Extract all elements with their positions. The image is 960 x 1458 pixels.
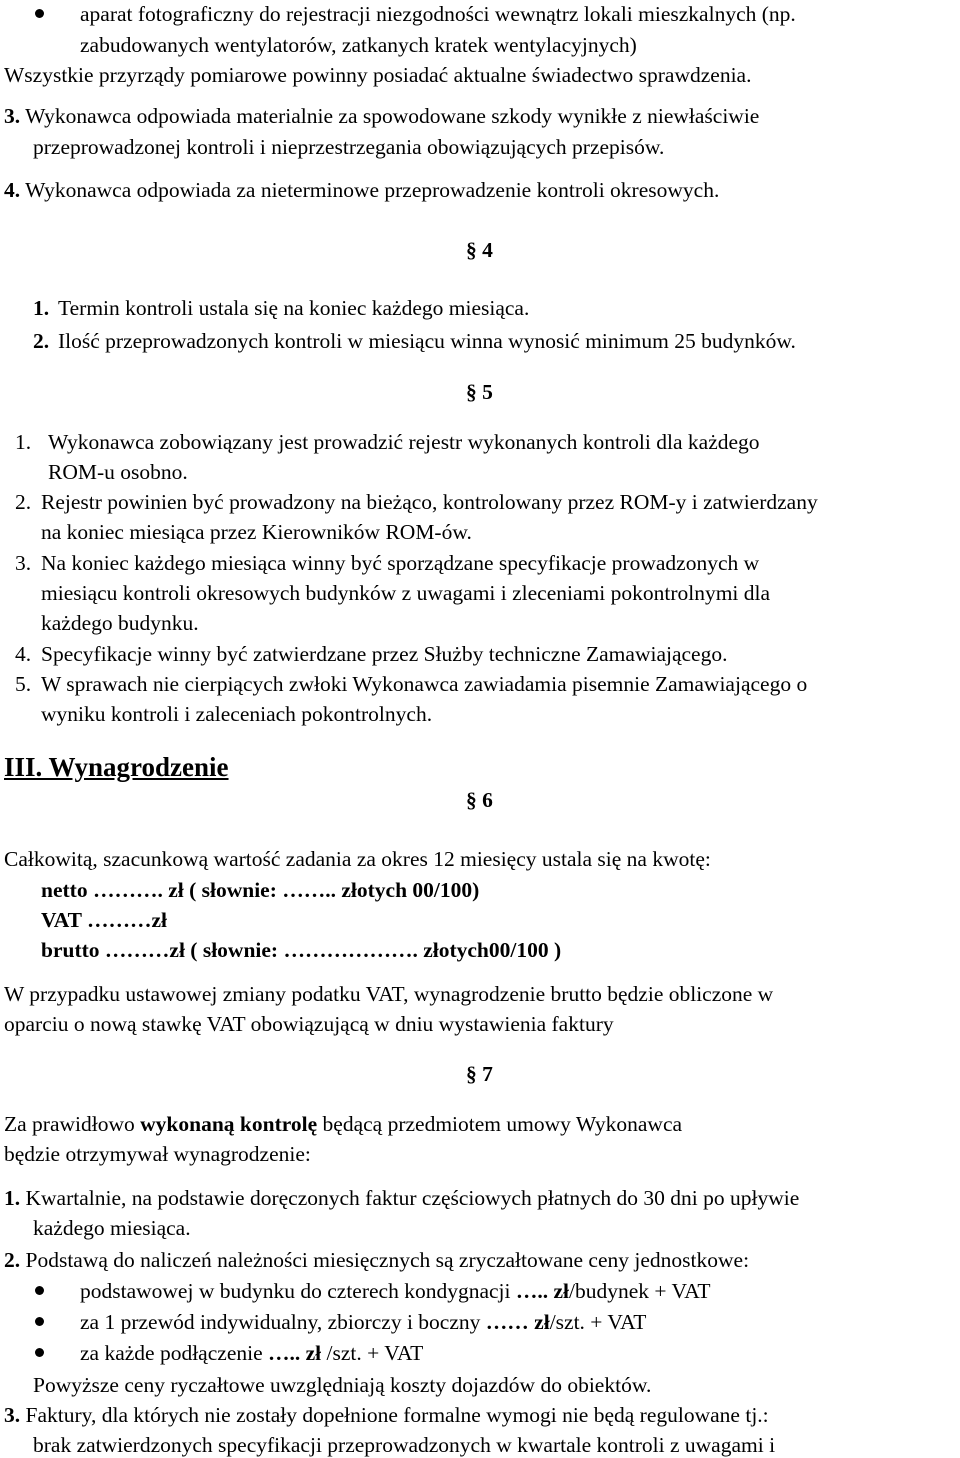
bullet-unit: /budynek + VAT (569, 1279, 711, 1303)
brutto-line: brutto ………zł ( słownie: ………………. złotych00/100 ) (41, 938, 562, 962)
item-number: 2. (15, 490, 32, 514)
bullet-item (80, 1281, 711, 1303)
bullet-icon (35, 1286, 44, 1295)
list-item-text: każdego budynku. (41, 611, 199, 635)
list-item-text: Podstawą do naliczeń należności miesięcznych są zryczałtowane ceny jednostkowe: (20, 1248, 750, 1272)
paragraph-line: Całkowitą, szacunkową wartość zadania za okres 12 miesięcy ustala się na kwotę: (4, 847, 711, 871)
list-item-text: Kwartalnie, na podstawie doręczonych faktur częściowych płatnych do 30 dni po upływie (20, 1186, 800, 1210)
bullet-text: za 1 przewód indywidualny, zbiorczy i boczny (80, 1310, 486, 1334)
list-item-text: W sprawach nie cierpiących zwłoki Wykonawca zawiadamia pisemnie Zamawiającego o (41, 672, 808, 696)
section-heading-7: § 7 (466, 1062, 493, 1086)
list-item-text: brak zatwierdzonych specyfikacji przeprowadzonych w kwartale kontroli z uwagami i (33, 1433, 776, 1457)
section-heading-4: § 4 (466, 238, 493, 262)
item-number: 2. (4, 1248, 21, 1272)
list-item-text: Ilość przeprowadzonych kontroli w miesiącu winna wynosić minimum 25 budynków. (58, 329, 796, 353)
paragraph-line: będzie otrzymywał wynagrodzenie: (4, 1142, 311, 1166)
list-item-text: Rejestr powinien być prowadzony na bieżąco, kontrolowany przez ROM-y i zatwierdzany (41, 490, 818, 514)
item-number: 1. (33, 296, 50, 320)
bullet-text: za każde podłączenie (80, 1341, 268, 1365)
paragraph-line: W przypadku ustawowej zmiany podatku VAT, wynagrodzenie brutto będzie obliczone w (4, 982, 774, 1006)
item-number: 4. (15, 642, 32, 666)
item-number: 5. (15, 672, 32, 696)
list-item-text: Na koniec każdego miesiąca winny być sporządzane specyfikacje prowadzonych w (41, 551, 760, 575)
list-item-text: ROM-u osobno. (48, 460, 188, 484)
list-item-text: Wykonawca zobowiązany jest prowadzić rejestr wykonanych kontroli dla każdego (48, 430, 760, 454)
item-number: 4. (4, 178, 21, 202)
bullet-amount: ….. zł (515, 1279, 570, 1303)
item-number: 1. (15, 430, 32, 454)
bullet-icon (35, 1317, 44, 1326)
paragraph-4 (4, 180, 719, 202)
bullet-unit: /szt. + VAT (321, 1341, 424, 1365)
chapter-title: III. Wynagrodzenie (4, 752, 229, 782)
paragraph-text: Wykonawca odpowiada za nieterminowe przeprowadzenie kontroli okresowych. (20, 178, 720, 202)
netto-line: netto ………. zł ( słownie: …….. złotych 00/100) (41, 878, 480, 902)
bullet-text-line2: zabudowanych wentylatorów, zatkanych kratek wentylacyjnych) (80, 33, 637, 57)
vat-line: VAT ………zł (41, 908, 168, 932)
paragraph-line: Wszystkie przyrządy pomiarowe powinny posiadać aktualne świadectwo sprawdzenia. (4, 63, 752, 87)
item-number: 2. (33, 329, 50, 353)
intro-text: będącą przedmiotem umowy Wykonawca (317, 1112, 683, 1136)
item-number: 3. (4, 1403, 21, 1427)
list-item (4, 1250, 749, 1272)
bullet-icon (35, 1348, 44, 1357)
bullet-icon (35, 9, 44, 18)
paragraph-line: Powyższe ceny ryczałtowe uwzględniają koszty dojazdów do obiektów. (33, 1373, 652, 1397)
bullet-text: podstawowej w budynku do czterech kondygnacji (80, 1279, 516, 1303)
paragraph-line: przeprowadzonej kontroli i nieprzestrzegania obowiązujących przepisów. (33, 135, 665, 159)
list-item (4, 1188, 799, 1210)
paragraph-text: Wykonawca odpowiada materialnie za spowodowane szkody wynikłe z niewłaściwie (20, 104, 760, 128)
list-item-text: na koniec miesiąca przez Kierowników ROM-ów. (41, 520, 472, 544)
list-item-text: każdego miesiąca. (33, 1216, 191, 1240)
bullet-item (80, 1343, 423, 1365)
item-number: 3. (4, 104, 21, 128)
list-item-text: Faktury, dla których nie zostały dopełnione formalne wymogi nie będą regulowane tj.: (20, 1403, 769, 1427)
bullet-amount: …… zł (485, 1310, 550, 1334)
list-item-text: wyniku kontroli i zaleceniach pokontrolnych. (41, 702, 433, 726)
list-item (33, 331, 49, 353)
section-heading-5: § 5 (466, 380, 493, 404)
list-item (33, 298, 49, 320)
item-number: 3. (15, 551, 32, 575)
paragraph-3 (4, 106, 759, 128)
bullet-unit: /szt. + VAT (549, 1310, 647, 1334)
section-heading-6: § 6 (466, 788, 493, 812)
intro-bold: wykonaną kontrolę (140, 1112, 318, 1136)
bullet-item (80, 1312, 646, 1334)
list-item-text: Specyfikacje winny być zatwierdzane przez Służby techniczne Zamawiającego. (41, 642, 728, 666)
item-number: 1. (4, 1186, 21, 1210)
intro-text: Za prawidłowo (4, 1112, 141, 1136)
paragraph-line: oparciu o nową stawkę VAT obowiązującą w dniu wystawienia faktury (4, 1012, 614, 1036)
list-item (4, 1405, 769, 1427)
bullet-text-line1: aparat fotograficzny do rejestracji niezgodności wewnątrz lokali mieszkalnych (np. (80, 2, 796, 26)
list-item-text: miesiącu kontroli okresowych budynków z uwagami i zleceniami pokontrolnymi dla (41, 581, 771, 605)
paragraph-line (4, 1114, 682, 1136)
list-item-text: Termin kontroli ustala się na koniec każdego miesiąca. (58, 296, 530, 320)
bullet-amount: ….. zł (268, 1341, 322, 1365)
